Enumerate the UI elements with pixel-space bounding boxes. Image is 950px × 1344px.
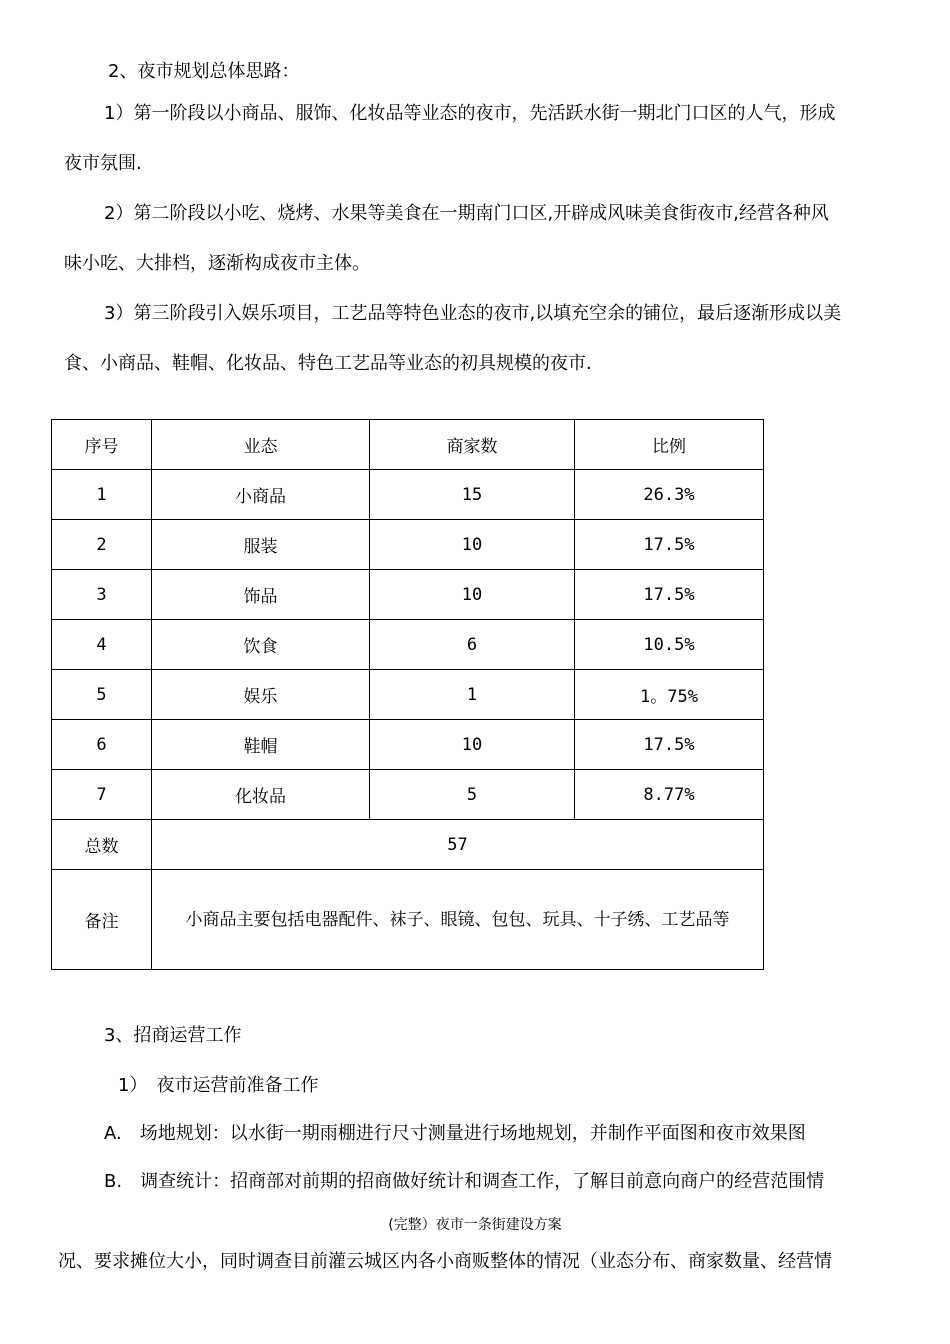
table-cell: 5 (370, 770, 575, 820)
table-cell: 6 (370, 620, 575, 670)
table-cell: 1 (370, 670, 575, 720)
table-cell: 1 (52, 470, 152, 520)
list-item: B. 调查统计：招商部对前期的招商做好统计和调查工作，了解目前意向商户的经营范围情 (104, 1171, 825, 1192)
table-cell: 26.3% (575, 470, 764, 520)
table-header-row (52, 420, 764, 470)
table-cell: 娱乐 (152, 670, 370, 720)
list-item: A. 场地规划：以水街一期雨棚进行尺寸测量进行场地规划，并制作平面图和夜市效果图 (104, 1123, 806, 1144)
table-row (52, 770, 764, 820)
table-cell: 化妆品 (152, 770, 370, 820)
table-cell: 鞋帽 (152, 720, 370, 770)
paragraph-line: 况、要求摊位大小，同时调查目前灌云城区内各小商贩整体的情况（业态分布、商家数量、经营情 (58, 1251, 832, 1272)
table-cell: 饰品 (152, 570, 370, 620)
table-cell: 4 (52, 620, 152, 670)
table-cell: 15 (370, 470, 575, 520)
column-header: 商家数 (370, 420, 575, 470)
table-cell: 1。75% (575, 670, 764, 720)
note-text: 小商品主要包括电器配件、袜子、眼镜、包包、玩具、十子绣、工艺品等 (152, 870, 764, 970)
table-cell: 小商品 (152, 470, 370, 520)
table-cell: 17.5% (575, 720, 764, 770)
paragraph-line: 2）第二阶段以小吃、烧烤、水果等美食在一期南门口区,开辟成风味美食街夜市,经营各种风 (104, 203, 829, 224)
table-cell: 10 (370, 520, 575, 570)
note-label: 备注 (52, 870, 152, 970)
table-cell: 17.5% (575, 570, 764, 620)
table-cell: 2 (52, 520, 152, 570)
total-value: 57 (152, 820, 764, 870)
page-footer-title: (完整）夜市一条街建设方案 (388, 1217, 562, 1233)
table-cell: 10.5% (575, 620, 764, 670)
total-label: 总数 (52, 820, 152, 870)
table-cell: 服装 (152, 520, 370, 570)
table-cell: 饮食 (152, 620, 370, 670)
table-cell: 10 (370, 570, 575, 620)
table-cell: 8.77% (575, 770, 764, 820)
paragraph-line: 3）第三阶段引入娱乐项目，工艺品等特色业态的夜市,以填充空余的铺位，最后逐渐形成以美 (104, 303, 842, 324)
section-heading: 3、招商运营工作 (104, 1025, 242, 1046)
table-cell: 5 (52, 670, 152, 720)
subsection-heading: 1） 夜市运营前准备工作 (118, 1075, 319, 1096)
column-header: 比例 (575, 420, 764, 470)
table-row (52, 470, 764, 520)
paragraph-line: 食、小商品、鞋帽、化妆品、特色工艺品等业态的初具规模的夜市. (64, 353, 592, 374)
table-total-row (52, 820, 764, 870)
table-row (52, 570, 764, 620)
business-type-table (51, 419, 764, 970)
table-note-row (52, 870, 764, 970)
table-row (52, 620, 764, 670)
paragraph-line: 味小吃、大排档，逐渐构成夜市主体。 (64, 253, 370, 274)
column-header: 序号 (52, 420, 152, 470)
table-cell: 17.5% (575, 520, 764, 570)
table-row (52, 520, 764, 570)
table-row (52, 670, 764, 720)
table-cell: 3 (52, 570, 152, 620)
table-cell: 10 (370, 720, 575, 770)
column-header: 业态 (152, 420, 370, 470)
table-row (52, 720, 764, 770)
paragraph-line: 1）第一阶段以小商品、服饰、化妆品等业态的夜市，先活跃水街一期北门口区的人气，形成 (104, 103, 836, 124)
table-cell: 7 (52, 770, 152, 820)
paragraph-line: 夜市氛围. (64, 153, 142, 174)
section-heading: 2、夜市规划总体思路： (108, 61, 300, 82)
table-cell: 6 (52, 720, 152, 770)
